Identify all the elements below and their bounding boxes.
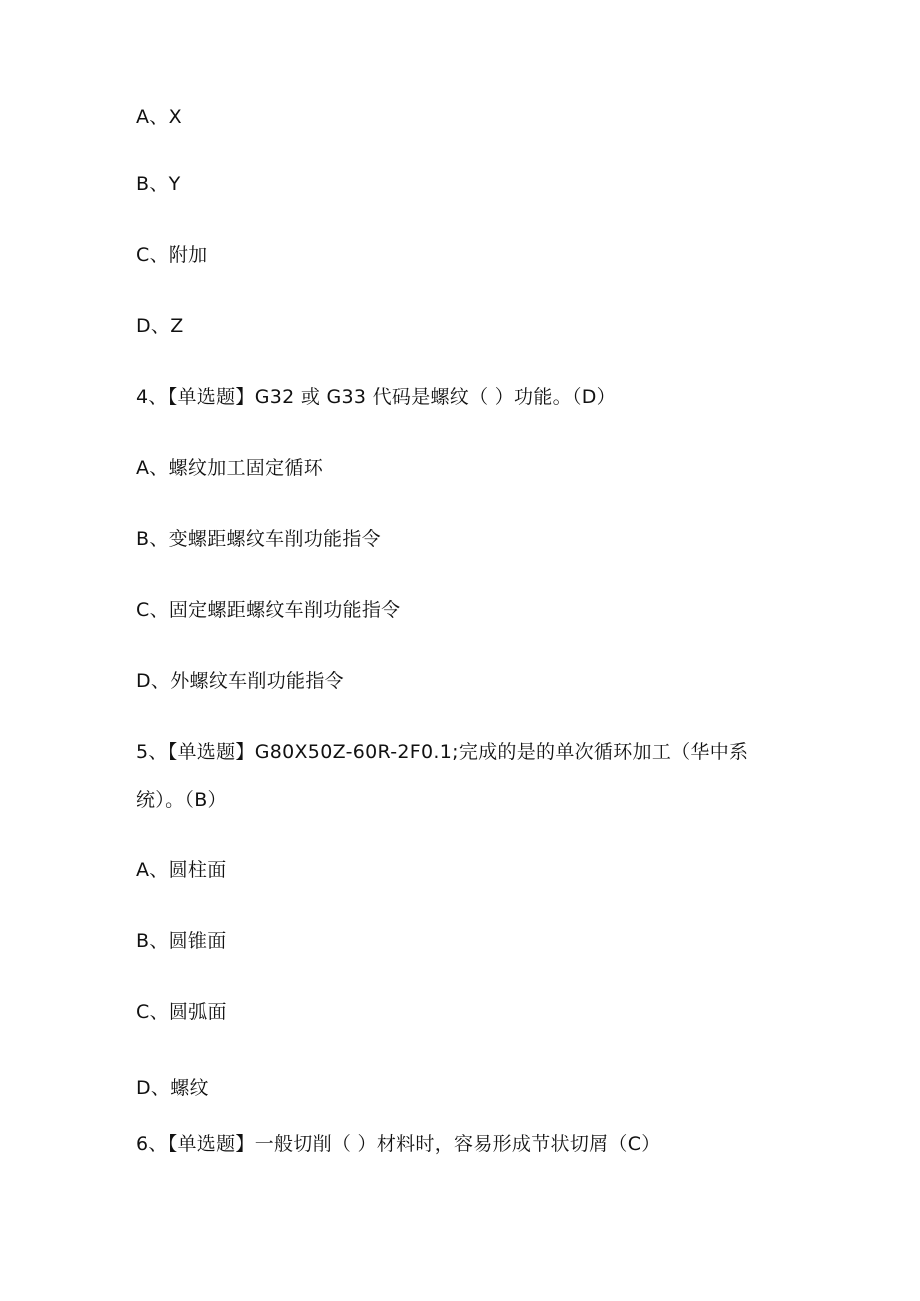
q4-question: 4、【单选题】G32 或 G33 代码是螺纹（ ）功能。（D） xyxy=(136,386,616,408)
q5-option-c: C、圆弧面 xyxy=(136,1001,227,1023)
q5-question: 5、【单选题】G80X50Z-60R-2F0.1;完成的是的单次循环加工（华中系 xyxy=(136,741,749,763)
q5-option-d: D、螺纹 xyxy=(136,1077,209,1099)
q5-question-cont: 统）。（B） xyxy=(136,789,227,811)
q4-option-d: D、外螺纹车削功能指令 xyxy=(136,670,344,692)
q3-option-d: D、Z xyxy=(136,315,184,337)
q3-option-c: C、附加 xyxy=(136,244,208,266)
q4-option-a: A、螺纹加工固定循环 xyxy=(136,457,323,479)
q6-question: 6、【单选题】一般切削（ ）材料时，容易形成节状切屑（C） xyxy=(136,1133,661,1155)
q5-option-a: A、圆柱面 xyxy=(136,859,227,881)
q3-option-a: A、X xyxy=(136,106,182,128)
q4-option-b: B、变螺距螺纹车削功能指令 xyxy=(136,528,381,550)
q4-option-c: C、固定螺距螺纹车削功能指令 xyxy=(136,599,401,621)
q5-option-b: B、圆锥面 xyxy=(136,930,227,952)
q3-option-b: B、Y xyxy=(136,173,181,195)
